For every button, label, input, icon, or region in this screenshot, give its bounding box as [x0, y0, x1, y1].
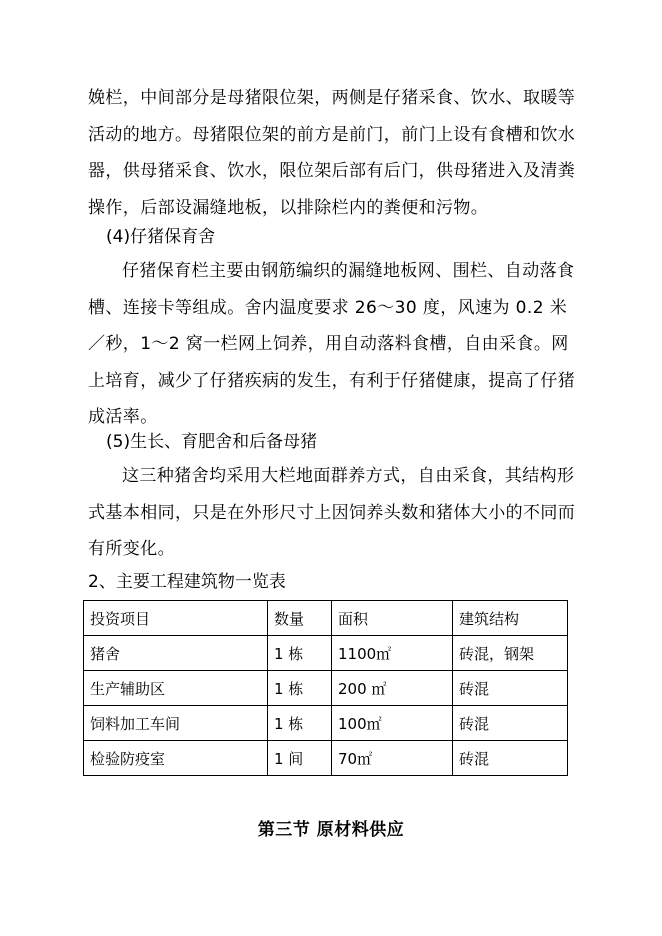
table-row	[84, 636, 568, 671]
table-cell: 砖混	[453, 671, 568, 706]
paragraph-nursery-pen: 仔猪保育栏主要由钢筋编织的漏缝地板网、围栏、自动落食槽、连接卡等组成。舍内温度要求 26～30 度，风速为 0.2 米／秒，1～2 窝一栏网上饲养，用自动落料食槽，自由采食。网上培育，减少了仔猪疾病的发生，有利于仔猪健康，提高了仔猪成活率。	[88, 261, 576, 427]
buildings-table	[83, 600, 568, 776]
table-row	[84, 706, 568, 741]
table-cell: 猪舍	[84, 636, 268, 671]
header-cell: 投资项目	[84, 601, 268, 636]
table-row	[84, 741, 568, 776]
table-cell: 100㎡	[332, 706, 453, 741]
table-cell: 1100㎡	[332, 636, 453, 671]
table-cell: 砖混，钢架	[453, 636, 568, 671]
heading-nursery-house: (4)仔猪保育舍	[106, 227, 216, 247]
header-cell: 面积	[332, 601, 453, 636]
header-cell: 数量	[268, 601, 332, 636]
heading-growing-finishing-house: (5)生长、育肥舍和后备母猪	[106, 432, 318, 452]
table-row	[84, 671, 568, 706]
table-cell: 1 栋	[268, 671, 332, 706]
table-cell: 砖混	[453, 706, 568, 741]
header-cell: 建筑结构	[453, 601, 568, 636]
table-cell: 饲料加工车间	[84, 706, 268, 741]
table-cell: 1 栋	[268, 706, 332, 741]
section-title: 第三节 原材料供应	[257, 820, 405, 840]
table-cell: 生产辅助区	[84, 671, 268, 706]
paragraph-group-housing: 这三种猪舍均采用大栏地面群养方式，自由采食，其结构形式基本相同，只是在外形尺寸上因饲养头数和猪体大小的不同而有所变化。	[88, 466, 576, 559]
table-cell: 200 ㎡	[332, 671, 453, 706]
paragraph-farrowing-pen: 娩栏，中间部分是母猪限位架，两侧是仔猪采食、饮水、取暖等活动的地方。母猪限位架的前方是前门，前门上设有食槽和饮水器，供母猪采食、饮水，限位架后部有后门，供母猪进入及清粪操作，后部设漏缝地板，以排除栏内的粪便和污物。	[88, 88, 576, 218]
table-cell: 砖混	[453, 741, 568, 776]
table-title: 2、主要工程建筑物一览表	[88, 572, 286, 592]
table-header-row	[84, 601, 568, 636]
table-cell: 检验防疫室	[84, 741, 268, 776]
table-cell: 70㎡	[332, 741, 453, 776]
table-cell: 1 间	[268, 741, 332, 776]
table-cell: 1 栋	[268, 636, 332, 671]
